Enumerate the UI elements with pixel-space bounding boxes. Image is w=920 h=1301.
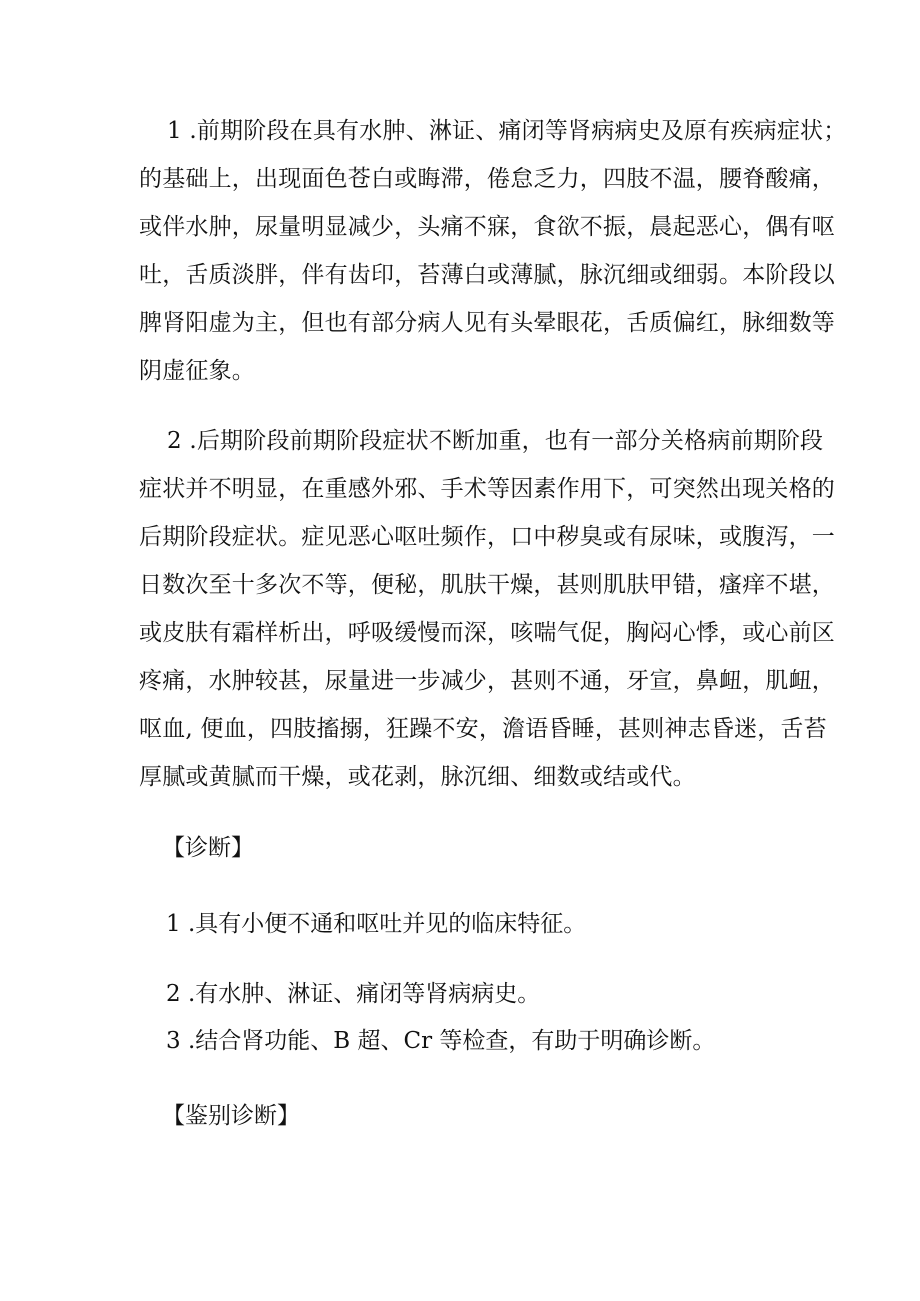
paragraph-line: 1 .前期阶段在具有水肿、淋证、痛闭等肾病病史及原有疾病症状；: [167, 118, 847, 144]
paragraph-late-stage: [139, 417, 835, 801]
section-heading-differential-diagnosis: 【鉴别诊断】: [162, 1103, 300, 1129]
paragraph-line: 阴虚征象。: [139, 358, 255, 384]
paragraph-line: 或皮肤有霜样析出，呼吸缓慢而深，咳喘气促，胸闷心悸，或心前区: [139, 620, 835, 646]
paragraph-line: 症状并不明显，在重感外邪、手术等因素作用下，可突然出现关格的: [139, 476, 835, 502]
diagnosis-item: 1 .具有小便不通和呕吐并见的临床特征。: [166, 911, 587, 937]
diagnosis-item: 3 .结合肾功能、B 超、Cr 等检查，有助于明确诊断。: [166, 1028, 716, 1054]
paragraph-line: 日数次至十多次不等，便秘，肌肤干燥，甚则肌肤甲错，瘙痒不堪，: [139, 572, 835, 598]
paragraph-early-stage: [139, 107, 847, 395]
paragraph-line: 2 .后期阶段前期阶段症状不断加重，也有一部分关格病前期阶段: [167, 428, 824, 454]
paragraph-line: 厚腻或黄腻而干燥，或花剥，脉沉细、细数或结或代。: [139, 764, 696, 790]
paragraph-line: 的基础上，出现面色苍白或晦滞，倦怠乏力，四肢不温，腰脊酸痛，: [139, 166, 835, 192]
paragraph-line: 或伴水肿，尿量明显减少，头痛不寐，食欲不振，晨起恶心，偶有呕: [139, 214, 835, 240]
paragraph-line: 脾肾阳虚为主，但也有部分病人见有头晕眼花，舌质偏红，脉细数等: [139, 310, 835, 336]
paragraph-line: 后期阶段症状。症见恶心呕吐频作，口中秽臭或有尿味，或腹泻，一: [139, 524, 835, 550]
paragraph-line: 呕血, 便血，四肢搐搦，狂躁不安，澹语昏睡，甚则神志昏迷，舌苔: [139, 716, 827, 742]
section-heading-diagnosis: 【诊断】: [162, 835, 254, 861]
paragraph-line: 疼痛，水肿较甚，尿量进一步减少，甚则不通，牙宣，鼻衄，肌衄，: [139, 668, 835, 694]
paragraph-line: 吐，舌质淡胖，伴有齿印，苔薄白或薄腻，脉沉细或细弱。本阶段以: [139, 262, 835, 288]
diagnosis-item: 2 .有水肿、淋证、痛闭等肾病病史。: [166, 981, 541, 1007]
